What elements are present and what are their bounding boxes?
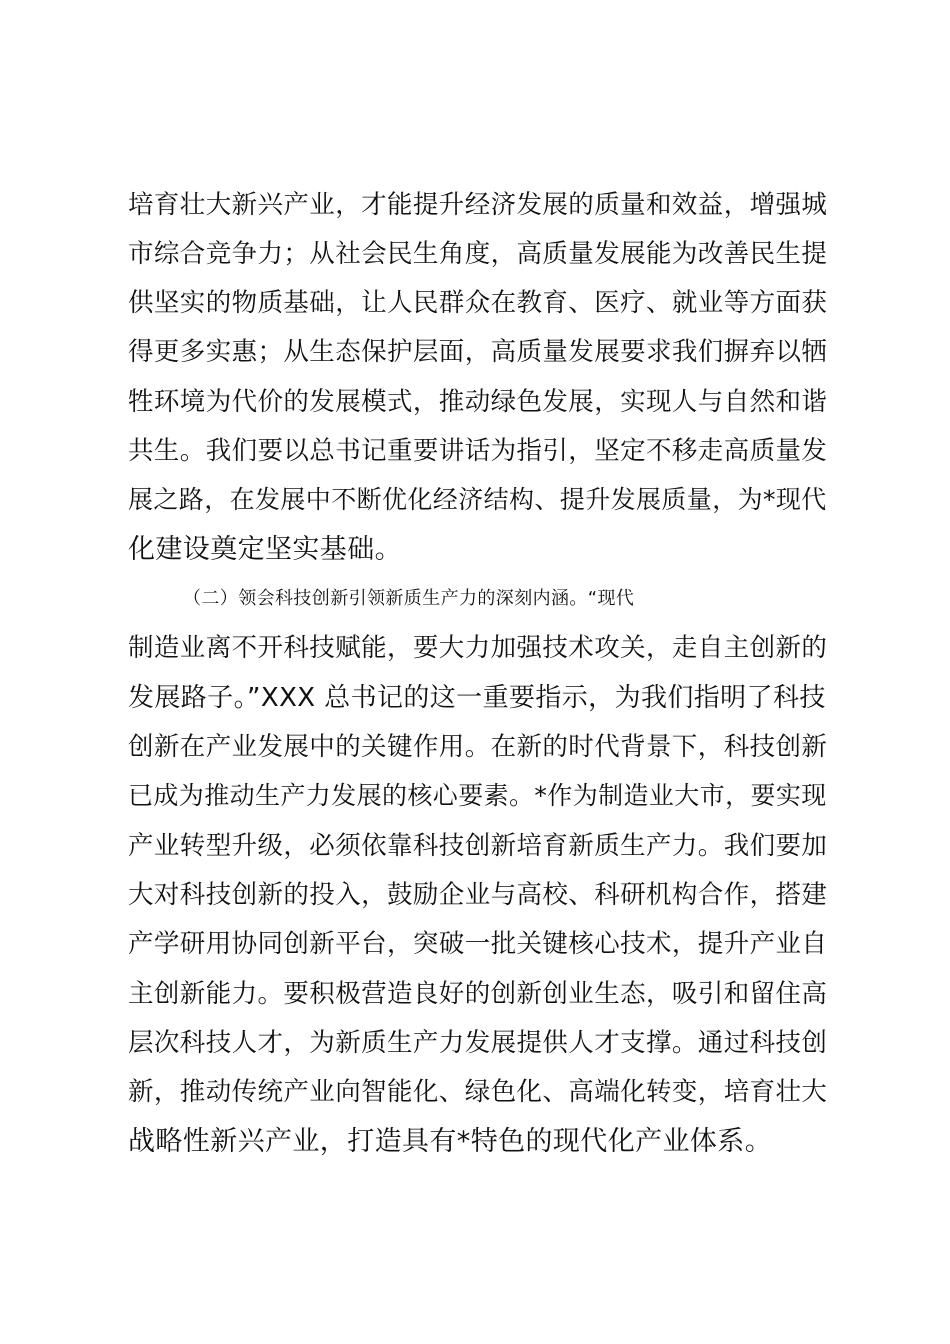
text-line: 培育壮大新兴产业，才能提升经济发展的质量和效益，增强城 xyxy=(128,190,828,220)
text-line: 得更多实惠；从生态保护层面，高质量发展要求我们摒弃以牺 xyxy=(128,337,828,367)
text-line: 共生。我们要以总书记重要讲话为指引，坚定不移走高质量发 xyxy=(128,436,828,466)
text-line: 发展路子。”XXX 总书记的这一重要指示，为我们指明了科技 xyxy=(128,683,826,713)
text-line: 牲环境为代价的发展模式，推动绿色发展，实现人与自然和谐 xyxy=(128,387,828,417)
text-line: 产业转型升级，必须依靠科技创新培育新质生产力。我们要加 xyxy=(128,831,828,861)
text-line: 层次科技人才，为新质生产力发展提供人才支撑。通过科技创 xyxy=(128,1028,828,1058)
text-line: 新，推动传统产业向智能化、绿色化、高端化转变，培育壮大 xyxy=(128,1077,828,1107)
text-line: 制造业离不开科技赋能，要大力加强技术攻关，走自主创新的 xyxy=(128,633,828,663)
text-line: 产学研用协同创新平台，突破一批关键核心技术，提升产业自 xyxy=(128,929,828,959)
text-line: 供坚实的物质基础，让人民群众在教育、医疗、就业等方面获 xyxy=(128,288,828,318)
text-line: 战略性新兴产业，打造具有*特色的现代化产业体系。 xyxy=(128,1126,773,1157)
section-heading-line: （二）领会科技创新引领新质生产力的深刻内涵。“现代 xyxy=(183,588,635,609)
text-line: 化建设奠定坚实基础。 xyxy=(128,534,402,565)
text-line: 大对科技创新的投入，鼓励企业与高校、科研机构合作，搭建 xyxy=(128,880,828,910)
text-line: 创新在产业发展中的关键作用。在新的时代背景下，科技创新 xyxy=(128,732,828,762)
text-line: 已成为推动生产力发展的核心要素。*作为制造业大市，要实现 xyxy=(128,781,827,810)
text-line: 市综合竞争力；从社会民生角度，高质量发展能为改善民生提 xyxy=(128,239,828,269)
text-line: 主创新能力。要积极营造良好的创新创业生态，吸引和留住高 xyxy=(128,979,828,1009)
text-line: 展之路，在发展中不断优化经济结构、提升发展质量，为*现代 xyxy=(128,485,827,514)
